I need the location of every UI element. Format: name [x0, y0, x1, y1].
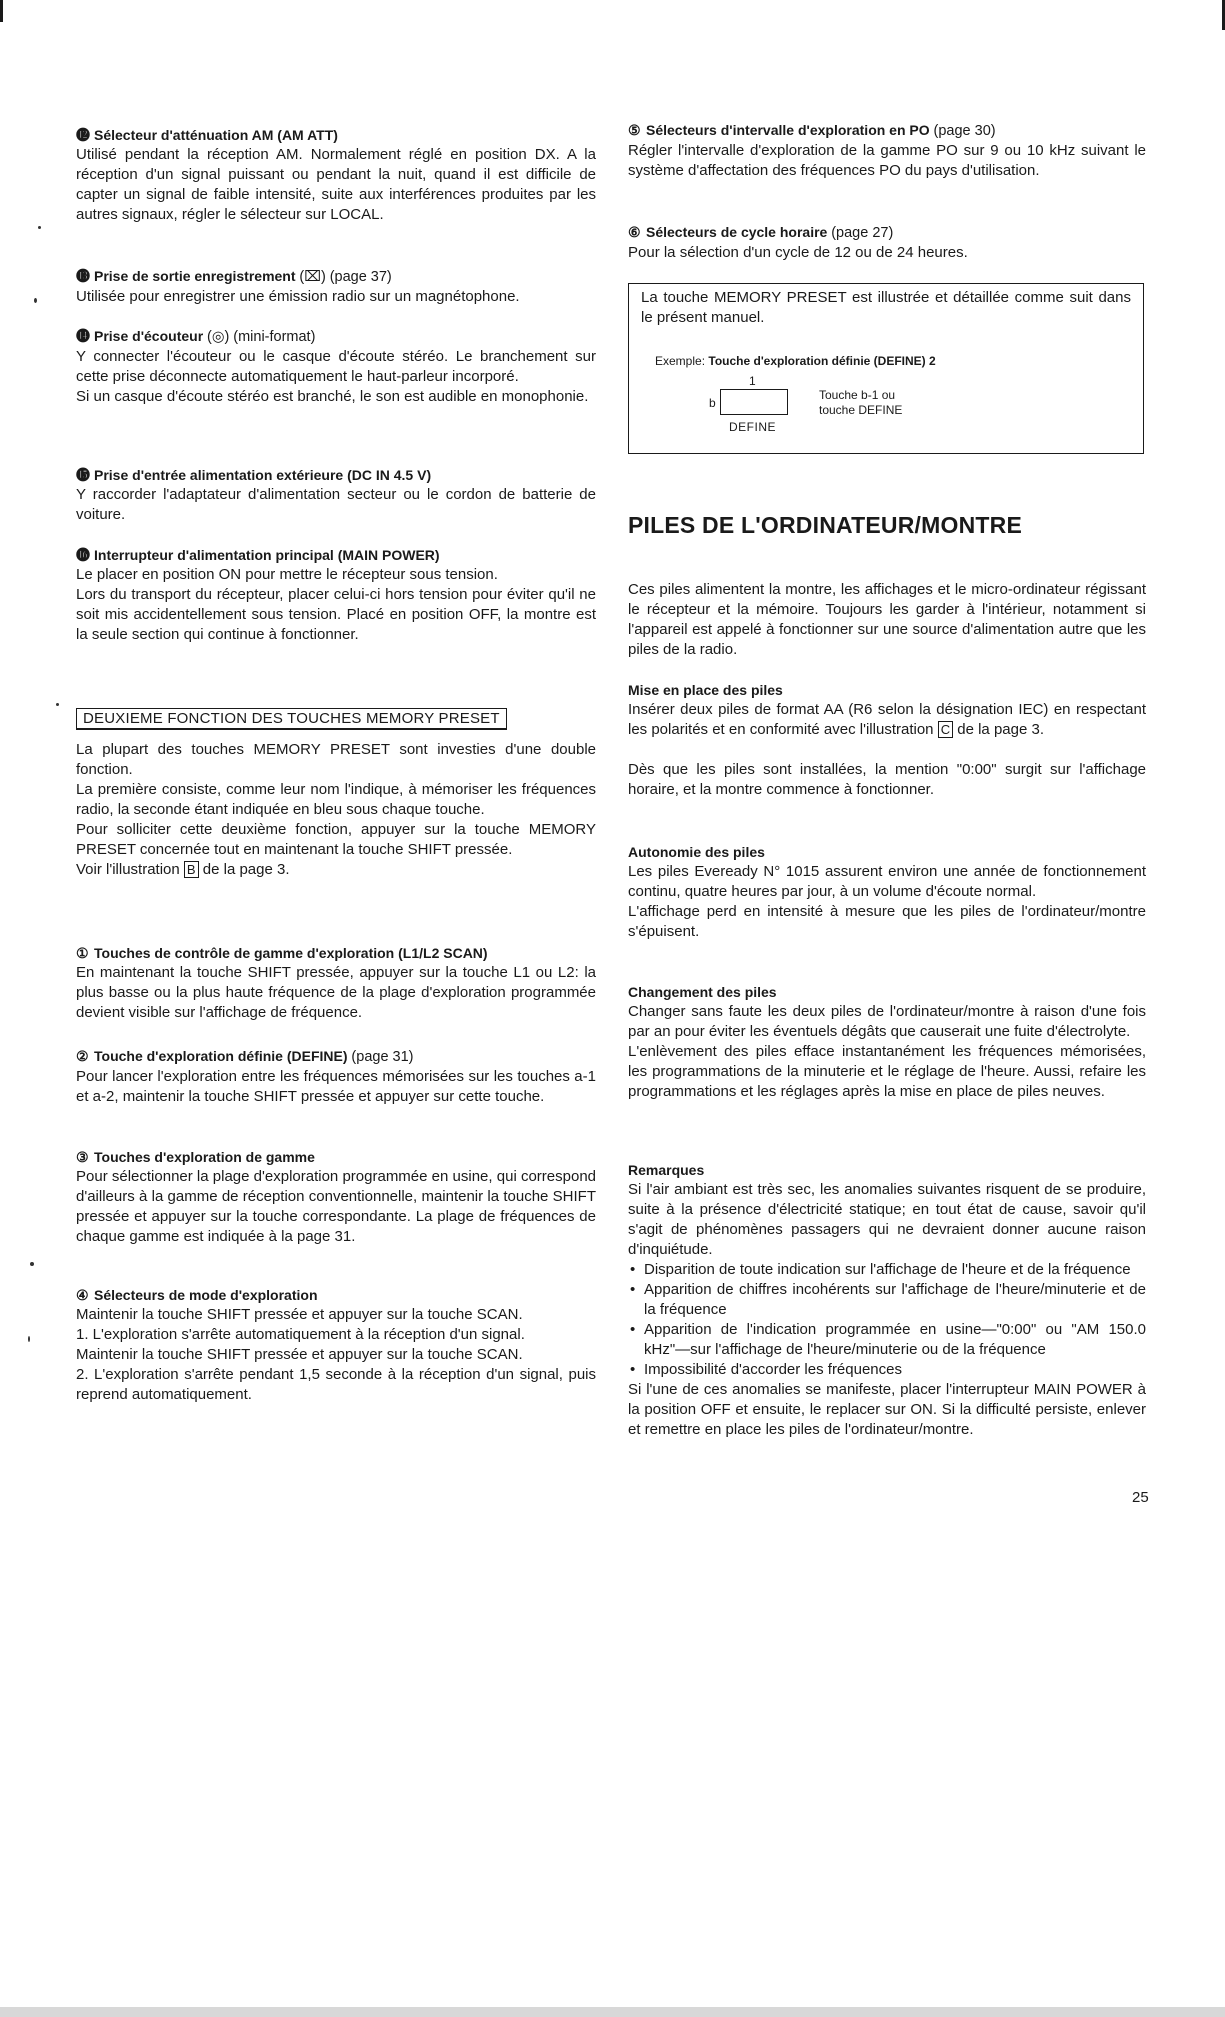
scan-mode-p3: Maintenir la touche SHIFT pressée et appuyer sur la touche SCAN.	[76, 1346, 523, 1363]
po-interval-body: Régler l'intervalle d'exploration de la gamme PO sur 9 ou 10 kHz suivant le système d'affectation des fréquences PO du pays d'utilisation.	[628, 142, 1146, 179]
second-function-p2: La première consiste, comme leur nom l'indique, à mémoriser les fréquences radio, la seconde étant indiquée en bleu sous chaque touche.	[76, 781, 596, 818]
phones-format: (mini-format)	[233, 329, 316, 345]
scan-speck	[56, 703, 59, 706]
define-section	[76, 1046, 596, 1107]
scan-bottom-band	[0, 2007, 1225, 2017]
scan-edge-mark-left	[0, 0, 3, 22]
change-p1: Changer sans faute les deux piles de l'ordinateur/montre à raison d'une fois par an pour éviter les éventuels dégâts que causerait une fuite d'électrolyte.	[628, 1003, 1146, 1040]
page-ref-text: de la page 3.	[202, 861, 290, 878]
am-att-body: Utilisé pendant la réception AM. Normalement réglé en position DX. A la réception d'un signal puissant ou pendant la nuit, quand il est difficile de capter un signal de faible intensité, suite aux interférences produites par les autres signaux, régler le sélecteur sur LOCAL.	[76, 146, 596, 223]
install-heading: Mise en place des piles	[628, 682, 783, 698]
remarks-section	[628, 1160, 1146, 1440]
illustration-ref-c: C	[938, 721, 953, 738]
list-item: • Apparition de l'indication programmée en usine—"0:00" ou "AM 150.0 kHz"—sur l'affichage de l'heure/minuterie ou de la fréquence	[628, 1320, 1146, 1360]
example-text: Touche d'exploration définie (DEFINE)	[708, 354, 926, 368]
second-function-p1: La plupart des touches MEMORY PRESET sont investies d'une double fonction.	[76, 741, 596, 778]
clock-cycle-heading	[628, 222, 1146, 243]
band-scan-section	[76, 1147, 596, 1247]
scan-mode-heading	[76, 1285, 596, 1305]
example-number: 2	[929, 354, 936, 368]
scan-mode-section	[76, 1285, 596, 1405]
item-number-16: ⓰	[76, 547, 90, 563]
remarks-list	[628, 1260, 1146, 1380]
memory-preset-infobox	[628, 283, 1144, 454]
scan-ctrl-section	[76, 943, 596, 1023]
remarks-intro: Si l'air ambiant est très sec, les anomalies suivantes risquent de se produire, suite à la présence d'électricité statique; en tout état de cause, savoir qu'il s'agit de phénomènes passagers qui ne devraient donner aucune raison d'inquiétude.	[628, 1181, 1146, 1258]
diagram-side-label: b	[709, 396, 716, 410]
see-illustration-text: Voir l'illustration	[76, 861, 180, 878]
main-power-body-1: Le placer en position ON pour mettre le récepteur sous tension.	[76, 566, 498, 583]
remarks-heading: Remarques	[628, 1162, 705, 1178]
list-item: • Disparition de toute indication sur l'affichage de l'heure et de la fréquence	[628, 1260, 1146, 1280]
install-p2: Dès que les piles sont installées, la mention "0:00" surgit sur l'affichage horaire, et la montre commence à fonctionner.	[628, 761, 1146, 798]
phones-body-2: Si un casque d'écoute stéréo est branché, le son est audible en monophonie.	[76, 388, 589, 405]
item-number-13: ⓭	[76, 268, 90, 284]
second-function-section	[76, 708, 596, 880]
install-page-ref: de la page 3.	[957, 721, 1044, 738]
headphone-symbol-icon: (◎)	[207, 329, 230, 345]
item-number-4: ④	[76, 1287, 89, 1303]
list-item: • Apparition de chiffres incohérents sur l'affichage de l'heure/minuterie et de la fréquence	[628, 1280, 1146, 1320]
dc-in-body: Y raccorder l'adaptateur d'alimentation secteur ou le cordon de batterie de voiture.	[76, 486, 596, 523]
scan-speck	[34, 298, 37, 303]
autonomy-p1: Les piles Eveready N° 1015 assurent environ une année de fonctionnement continu, quatre heures par jour, à un volume d'écoute normal.	[628, 863, 1146, 900]
item-number-6: ⑥	[628, 224, 641, 240]
rec-out-heading	[76, 266, 596, 287]
define-page-ref: (page 31)	[351, 1049, 414, 1065]
phones-section	[76, 326, 596, 407]
scan-mode-p1: Maintenir la touche SHIFT pressée et appuyer sur la touche SCAN.	[76, 1306, 523, 1323]
infobox-intro: La touche MEMORY PRESET est illustrée et détaillée comme suit dans le présent manuel.	[641, 289, 1131, 326]
item-number-2: ②	[76, 1048, 89, 1064]
scan-speck	[30, 1262, 34, 1266]
item-number-3: ③	[76, 1149, 89, 1165]
dc-in-title: Prise d'entrée alimentation extérieure (DC IN 4.5 V)	[94, 467, 432, 483]
diagram-desc-2: touche DEFINE	[819, 403, 903, 417]
rec-out-symbol-icon: (⌧)	[299, 269, 326, 285]
batteries-section-title: PILES DE L'ORDINATEUR/MONTRE	[628, 512, 1022, 538]
infobox-example	[655, 354, 936, 368]
dc-in-heading	[76, 465, 596, 485]
autonomy-section	[628, 842, 1146, 942]
item-number-12: ⓬	[76, 127, 90, 143]
autonomy-heading: Autonomie des piles	[628, 844, 765, 860]
change-p2: L'enlèvement des piles efface instantanément les fréquences mémorisées, les programmations de la minuterie et le réglage de l'heure. Aussi, refaire les programmations et les réglages après la mise en place de piles neuves.	[628, 1043, 1146, 1100]
define-key-icon	[720, 389, 788, 415]
main-power-title: Interrupteur d'alimentation principal (MAIN POWER)	[94, 547, 440, 563]
change-section	[628, 982, 1146, 1102]
po-interval-section	[628, 120, 1146, 181]
list-item: • Impossibilité d'accorder les fréquences	[628, 1360, 1146, 1380]
am-att-section	[76, 125, 596, 225]
scan-mode-p2: 1. L'exploration s'arrête automatiquement à la réception d'un signal.	[76, 1326, 525, 1343]
diagram-desc-1: Touche b-1 ou	[819, 388, 896, 402]
main-power-section	[76, 545, 596, 645]
change-heading: Changement des piles	[628, 984, 777, 1000]
phones-title: Prise d'écouteur	[94, 328, 204, 344]
scan-speck	[28, 1336, 30, 1342]
phones-heading	[76, 326, 596, 347]
autonomy-p2: L'affichage perd en intensité à mesure que les piles de l'ordinateur/montre s'épuisent.	[628, 903, 1146, 940]
po-interval-page-ref: (page 30)	[933, 123, 996, 139]
illustration-ref-b: B	[184, 861, 199, 878]
dc-in-section	[76, 465, 596, 525]
install-body-text: Insérer deux piles de format AA (R6 selon la désignation IEC) en respectant les polarités et en conformité avec l'illustration	[628, 701, 1146, 738]
clock-cycle-page-ref: (page 27)	[831, 225, 894, 241]
batteries-intro: Ces piles alimentent la montre, les affichages et le micro-ordinateur régissant le récepteur et la mémoire. Toujours les garder à l'intérieur, notamment si l'appareil est appelé à fonctionner sur une source d'alimentation autre que les piles de la radio.	[628, 581, 1146, 658]
install-body	[628, 700, 1146, 740]
install-section	[628, 680, 1146, 800]
define-title: Touche d'exploration définie (DEFINE)	[94, 1048, 348, 1064]
band-scan-title: Touches d'exploration de gamme	[94, 1149, 315, 1165]
second-function-title: DEUXIEME FONCTION DES TOUCHES MEMORY PRESET	[76, 708, 507, 730]
define-heading	[76, 1046, 596, 1067]
am-att-heading	[76, 125, 596, 145]
diagram-top-label: 1	[749, 374, 756, 388]
po-interval-heading	[628, 120, 1146, 141]
rec-out-section	[76, 266, 596, 307]
remarks-outro: Si l'une de ces anomalies se manifeste, placer l'interrupteur MAIN POWER à la position OFF et ensuite, le replacer sur ON. Si la difficulté persiste, enlever et remettre en place les piles de l'ordinateur/montre.	[628, 1381, 1146, 1438]
scan-ctrl-heading	[76, 943, 596, 963]
page-number: 25	[1132, 1489, 1149, 1506]
scan-mode-title: Sélecteurs de mode d'exploration	[94, 1287, 318, 1303]
define-key-diagram	[709, 376, 969, 446]
item-number-1: ①	[76, 945, 89, 961]
rec-out-body: Utilisée pour enregistrer une émission radio sur un magnétophone.	[76, 288, 520, 305]
item-number-5: ⑤	[628, 122, 641, 138]
second-function-p4	[76, 860, 596, 880]
batteries-intro-section	[628, 580, 1146, 660]
scan-ctrl-body: En maintenant la touche SHIFT pressée, appuyer sur la touche L1 ou L2: la plus basse ou la plus haute fréquence de la plage d'exploration programmée devient visible sur l'affichage de fréquence.	[76, 964, 596, 1021]
second-function-p3: Pour solliciter cette deuxième fonction, appuyer sur la touche MEMORY PRESET concernée tout en maintenant la touche SHIFT pressée.	[76, 821, 596, 858]
am-att-title: Sélecteur d'atténuation AM (AM ATT)	[94, 127, 338, 143]
scan-mode-p4: 2. L'exploration s'arrête pendant 1,5 seconde à la réception d'un signal, puis reprend automatiquement.	[76, 1366, 596, 1403]
item-number-14: ⓮	[76, 328, 90, 344]
item-number-15: ⓯	[76, 467, 90, 483]
rec-out-title: Prise de sortie enregistrement	[94, 268, 296, 284]
band-scan-body: Pour sélectionner la plage d'exploration programmée en usine, qui correspond d'ailleurs à la gamme de réception conventionnelle, maintenir la touche SHIFT pressée et appuyer sur la touche correspondante. La plage de fréquences de chaque gamme est indiquée à la page 31.	[76, 1168, 596, 1245]
scan-ctrl-title: Touches de contrôle de gamme d'exploration (L1/L2 SCAN)	[94, 945, 488, 961]
phones-body-1: Y connecter l'écouteur ou le casque d'écoute stéréo. Le branchement sur cette prise déconnecte automatiquement le haut-parleur incorporé.	[76, 348, 596, 385]
po-interval-title: Sélecteurs d'intervalle d'exploration en PO	[646, 122, 930, 138]
define-body: Pour lancer l'exploration entre les fréquences mémorisées sur les touches a-1 et a-2, maintenir la touche SHIFT pressée et appuyer sur cette touche.	[76, 1068, 596, 1105]
clock-cycle-title: Sélecteurs de cycle horaire	[646, 224, 828, 240]
band-scan-heading	[76, 1147, 596, 1167]
main-power-heading	[76, 545, 596, 565]
clock-cycle-section	[628, 222, 1146, 263]
scan-speck	[38, 226, 41, 229]
main-power-body-2: Lors du transport du récepteur, placer celui-ci hors tension pour éviter qu'il ne soit mis accidentellement sous tension. Placé en position OFF, la montre est la seule section qui continue à fonctionner.	[76, 586, 596, 643]
diagram-key-label: DEFINE	[729, 420, 777, 434]
rec-out-page-ref: (page 37)	[329, 269, 392, 285]
clock-cycle-body: Pour la sélection d'un cycle de 12 ou de 24 heures.	[628, 244, 968, 261]
example-label: Exemple:	[655, 354, 706, 368]
